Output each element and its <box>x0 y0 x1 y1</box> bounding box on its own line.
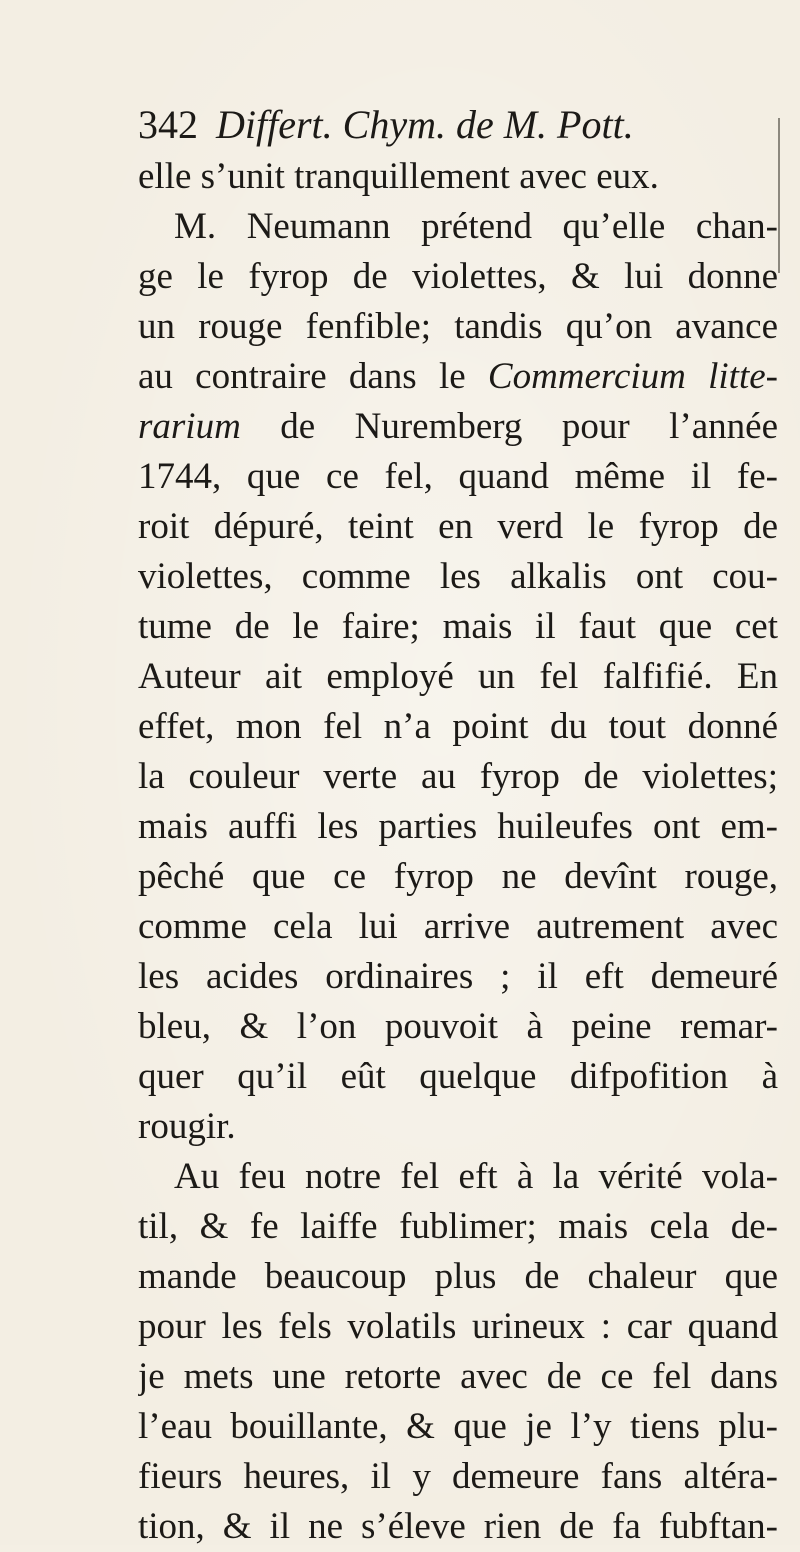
text-line: tume de le faire; mais il faut que cet <box>138 606 778 647</box>
text-line: tion, & il ne s’éleve rien de fa fubftan- <box>138 1506 778 1547</box>
text-line: Au feu notre fel eft à la vérité vola- <box>174 1156 778 1197</box>
text-line: l’eau bouillante, & que je l’y tiens plu- <box>138 1406 778 1447</box>
text-line: mande beaucoup plus de chaleur que <box>138 1256 778 1297</box>
text-line: bleu, & l’on pouvoit à peine remar- <box>138 1006 778 1047</box>
body-text <box>138 152 778 1552</box>
text-line: fieurs heures, il y demeure fans altéra- <box>138 1456 778 1497</box>
text-line: effet, mon fel n’a point du tout donné <box>138 706 778 747</box>
text-line: Auteur ait employé un fel falfifié. En <box>138 656 778 697</box>
page-number: 342 <box>138 102 198 147</box>
text-line: comme cela lui arrive autrement avec <box>138 906 778 947</box>
text-line: mais auffi les parties huileufes ont em- <box>138 806 778 847</box>
text-line: 1744, que ce fel, quand même il fe- <box>138 456 778 497</box>
text-line: quer qu’il eût quelque difpofition à <box>138 1056 778 1097</box>
text-line: rougir. <box>138 1106 236 1147</box>
running-title: Differt. Chym. de M. Pott. <box>216 102 634 147</box>
text-line: elle s’unit tranquillement avec eux. <box>138 156 659 197</box>
text-line: au contraire dans le Commercium litte- <box>138 356 778 397</box>
text-line: roit dépuré, teint en verd le fyrop de <box>138 506 778 547</box>
text-line: til, & fe laiffe fublimer; mais cela de- <box>138 1206 778 1247</box>
text-line: M. Neumann prétend qu’elle chan- <box>174 206 778 247</box>
text-line: ge le fyrop de violettes, & lui donne <box>138 256 778 297</box>
text-line: la couleur verte au fyrop de violettes; <box>138 756 778 797</box>
text-line: pêché que ce fyrop ne devînt rouge, <box>138 856 778 897</box>
text-line: rarium de Nuremberg pour l’année <box>138 406 778 447</box>
text-line: les acides ordinaires ; il eft demeuré <box>138 956 778 997</box>
italic-title: Commercium litte- <box>487 356 778 397</box>
text-line: violettes, comme les alkalis ont cou- <box>138 556 778 597</box>
page-edge-mark <box>778 118 780 273</box>
text-line: je mets une retorte avec de ce fel dans <box>138 1356 778 1397</box>
text-line: pour les fels volatils urineux : car quand <box>138 1306 778 1347</box>
text-line: un rouge fenfible; tandis qu’on avance <box>138 306 778 347</box>
running-header <box>138 102 738 148</box>
italic-title: rarium <box>138 406 241 447</box>
